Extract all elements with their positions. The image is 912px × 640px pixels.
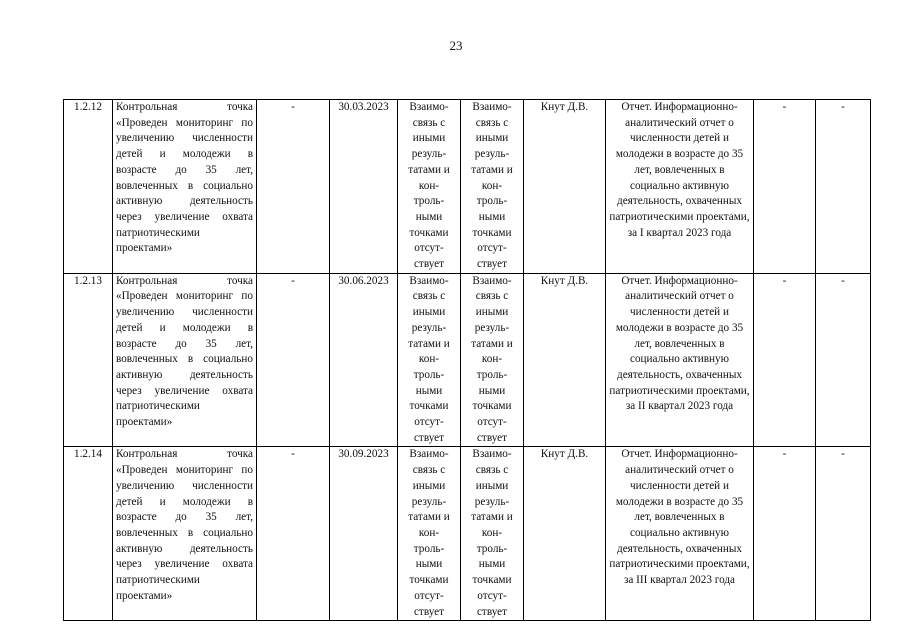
successor-link-cell: Взаимо- связь с иными резуль- татами и кон- троль- ными точками отсут- ствует [461, 100, 524, 274]
base-value-cell: - [257, 100, 330, 274]
report-type-cell: Отчет. Информационно-аналитический отчет о численности детей и молодежи в возрасте до 35 лет, вовлеченных в социально активную деятельность, охваченных патриотическими проектами, за III квартал 2023 года [606, 447, 754, 621]
table-row [64, 100, 871, 274]
report-type-cell: Отчет. Информационно-аналитический отчет о численности детей и молодежи в возрасте до 35 лет, вовлеченных в социально активную деятельность, охваченных патриотическими проектами, за I квартал 2023 года [606, 100, 754, 274]
responsible-person-cell: Кнут Д.В. [524, 273, 606, 447]
table-row [64, 447, 871, 621]
extra-column-9-cell: - [754, 100, 816, 274]
extra-column-10-cell: - [816, 100, 871, 274]
table-row [64, 273, 871, 447]
predecessor-link-cell: Взаимо- связь с иными резуль- татами и кон- троль- ными точками отсут- ствует [398, 100, 461, 274]
control-point-name: Контрольная точка «Проведен мониторинг по увеличению численности детей и молодежи в возрасте до 35 лет, вовлеченных в социально активную деятельность через увеличение охвата патриотическими проектами» [113, 447, 257, 621]
responsible-person-cell: Кнут Д.В. [524, 447, 606, 621]
due-date-cell: 30.03.2023 [330, 100, 398, 274]
due-date-cell: 30.09.2023 [330, 447, 398, 621]
row-number: 1.2.13 [64, 273, 113, 447]
extra-column-10-cell: - [816, 273, 871, 447]
page-number: 23 [449, 38, 463, 53]
report-type-cell: Отчет. Информационно-аналитический отчет о численности детей и молодежи в возрасте до 35 лет, вовлеченных в социально активную деятельность, охваченных патриотическими проектами, за II квартал 2023 года [606, 273, 754, 447]
control-point-name: Контрольная точка «Проведен мониторинг по увеличению численности детей и молодежи в возрасте до 35 лет, вовлеченных в социально активную деятельность через увеличение охвата патриотическими проектами» [113, 273, 257, 447]
base-value-cell: - [257, 273, 330, 447]
successor-link-cell: Взаимо- связь с иными резуль- татами и кон- троль- ными точками отсут- ствует [461, 447, 524, 621]
row-number: 1.2.14 [64, 447, 113, 621]
control-point-name: Контрольная точка «Проведен мониторинг по увеличению численности детей и молодежи в возрасте до 35 лет, вовлеченных в социально активную деятельность через увеличение охвата патриотическими проектами» [113, 100, 257, 274]
row-number: 1.2.12 [64, 100, 113, 274]
due-date-cell: 30.06.2023 [330, 273, 398, 447]
successor-link-cell: Взаимо- связь с иными резуль- татами и кон- троль- ными точками отсут- ствует [461, 273, 524, 447]
extra-column-10-cell: - [816, 447, 871, 621]
extra-column-9-cell: - [754, 273, 816, 447]
control-points-table [63, 99, 871, 621]
responsible-person-cell: Кнут Д.В. [524, 100, 606, 274]
predecessor-link-cell: Взаимо- связь с иными резуль- татами и кон- троль- ными точками отсут- ствует [398, 447, 461, 621]
predecessor-link-cell: Взаимо- связь с иными резуль- татами и кон- троль- ными точками отсут- ствует [398, 273, 461, 447]
extra-column-9-cell: - [754, 447, 816, 621]
base-value-cell: - [257, 447, 330, 621]
